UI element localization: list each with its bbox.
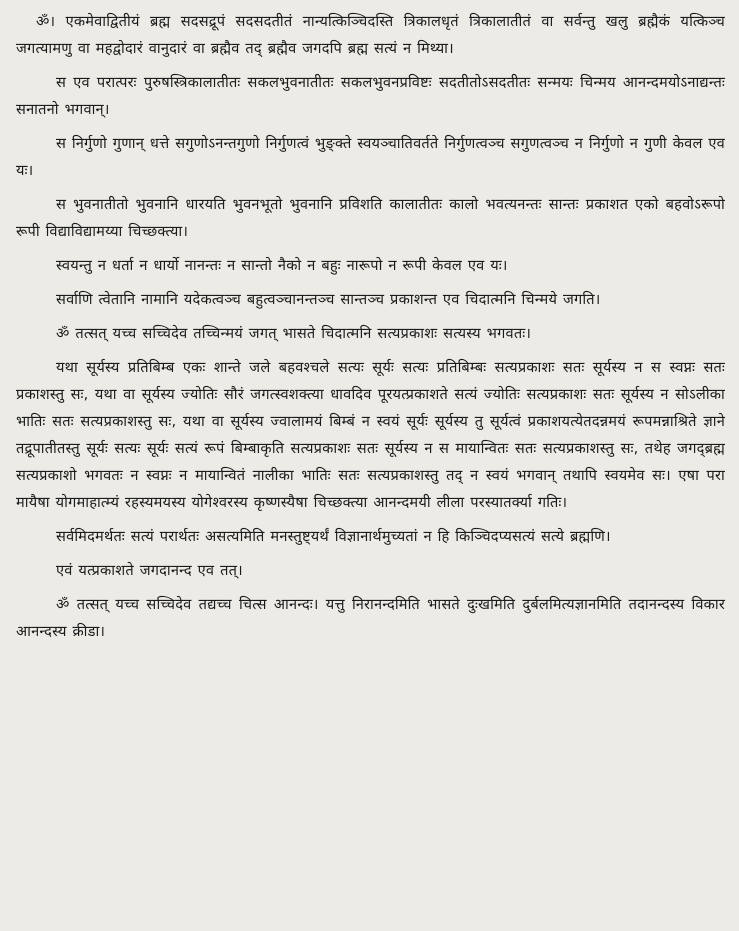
paragraph-gap	[16, 584, 725, 591]
paragraph-5: स्वयन्तु न धर्ता न धार्यो नानन्तः न सान्तो नैको न बहुः नारूपो न रूपी केवल एव यः।	[56, 257, 508, 274]
paragraph-gap	[16, 62, 725, 69]
paragraph-3: स निर्गुणो गुणान् धत्ते सगुणोऽनन्तगुणो निर्गुणत्वं भुङ्क्ते स्वयञ्चातिवर्तते निर्गुणत्वञ्च सगुणत्वञ्च न निर्गुणो न गुणी केवल एव यः।	[16, 135, 725, 179]
paragraph-6: सर्वाणि त्वेतानि नामानि यदेकत्वञ्च बहुत्वञ्चानन्तञ्च सान्तञ्च प्रकाशन्त एव चिदात्मनि चिन्मये जगति।	[56, 291, 601, 308]
paragraph-10: एवं यत्प्रकाशते जगदानन्द एव तत्।	[56, 562, 243, 579]
paragraph-11: ॐ तत्सत् यच्च सच्चिदेव तद्यच्च चित्स आनन्दः। यत्तु निरानन्दमिति भासते दुःखमिति दुर्बलमित्यज्ञानमिति तदानन्दस्य विकार आनन्दस्य क्रीडा।	[16, 596, 725, 640]
paragraph-8: यथा सूर्यस्य प्रतिबिम्ब एकः शान्ते जले बहवश्चले सत्यः सूर्यः सत्यः प्रतिबिम्बः सत्यप्रकाशः सतः सूर्यस्य न स स्वप्नः सतः प्रकाशस्तु सः, यथा वा सूर्यस्य ज्योतिः सौरं जगत्स्वशक्त्या धावदिव पूरयत्प्रकाशते सत्यं ज्योतिः सत्यप्रकाशः सतः सूर्यस्य न सोऽलीका भातिः सतः सत्यप्रकाशस्तु सः, यथा वा सूर्यस्य ज्वालामयं बिम्बं न स्वयं सूर्यः सूर्यस्य तु सूर्यत्वं प्रकाशयत्येतदन्नमयं रूपमन्नाश्रिते ज्ञाने तद्रूपातीतस्तु सूर्यः सत्यः सूर्यः सत्यं रूपं बिम्बाकृति सत्यप्रकाशः सतः सूर्यस्य न स मायान्वितः सतः सत्यप्रकाशस्तु सः, तथेह जगद्ब्रह्म सत्यप्रकाशो भगवतः न स्वप्नः न मायान्वितं नालीका भातिः सतः सत्यप्रकाशस्तु तद् न स्वयं भगवान् तथापि स्वयमेव सः। एषा परा मायैषा योगमाहात्म्यं रहस्यमयस्य योगेश्वरस्य कृष्णस्यैषा चिच्छक्त्या आनन्दमयी लीला परस्यातर्क्या गतिः।	[16, 359, 725, 511]
paragraph-1: ॐ। एकमेवाद्वितीयं ब्रह्म सदसद्रूपं सदसदतीतं नान्यत्किञ्चिदस्ति त्रिकालधृतं त्रिकालातीतं वा सर्वन्तु खलु ब्रह्मैकं यत्किञ्च जगत्यामणु वा महद्वोदारं वानुदारं वा ब्रह्मैव तद् ब्रह्मैव जगदपि ब्रह्म सत्यं न मिथ्या।	[16, 13, 725, 57]
paragraph-gap	[16, 550, 725, 557]
paragraph-gap	[16, 313, 725, 320]
paragraph-9: सर्वमिदमर्थतः सत्यं परार्थतः असत्यमिति मनस्तुष्ट्यर्थं विज्ञानार्थमुच्यतां न हि किञ्चिदप्यसत्यं सत्ये ब्रह्मणि।	[56, 528, 611, 545]
paragraph-4: स भुवनातीतो भुवनानि धारयति भुवनभूतो भुवनानि प्रविशति कालातीतः कालो भवत्यनन्तः सान्तः प्रकाशत एको बहवोऽरूपो रूपी विद्याविद्यामय्या चिच्छक्त्या।	[16, 196, 725, 240]
paragraph-gap	[16, 184, 725, 191]
paragraph-gap	[16, 123, 725, 130]
paragraph-gap	[16, 347, 725, 354]
paragraph-gap	[16, 516, 725, 523]
paragraph-2: स एव परात्परः पुरुषस्त्रिकालातीतः सकलभुवनातीतः सकलभुवनप्रविष्टः सदतीतोऽसदतीतः सन्मयः चिन्मय आनन्दमयोऽनाद्यन्तः सनातनो भगवान्।	[16, 74, 725, 118]
paragraph-gap	[16, 245, 725, 252]
paragraph-7: ॐ तत्सत् यच्च सच्चिदेव तच्चिन्मयं जगत् भासते चिदात्मनि सत्यप्रकाशः सत्यस्य भगवतः।	[56, 325, 532, 342]
paragraph-gap	[16, 279, 725, 286]
